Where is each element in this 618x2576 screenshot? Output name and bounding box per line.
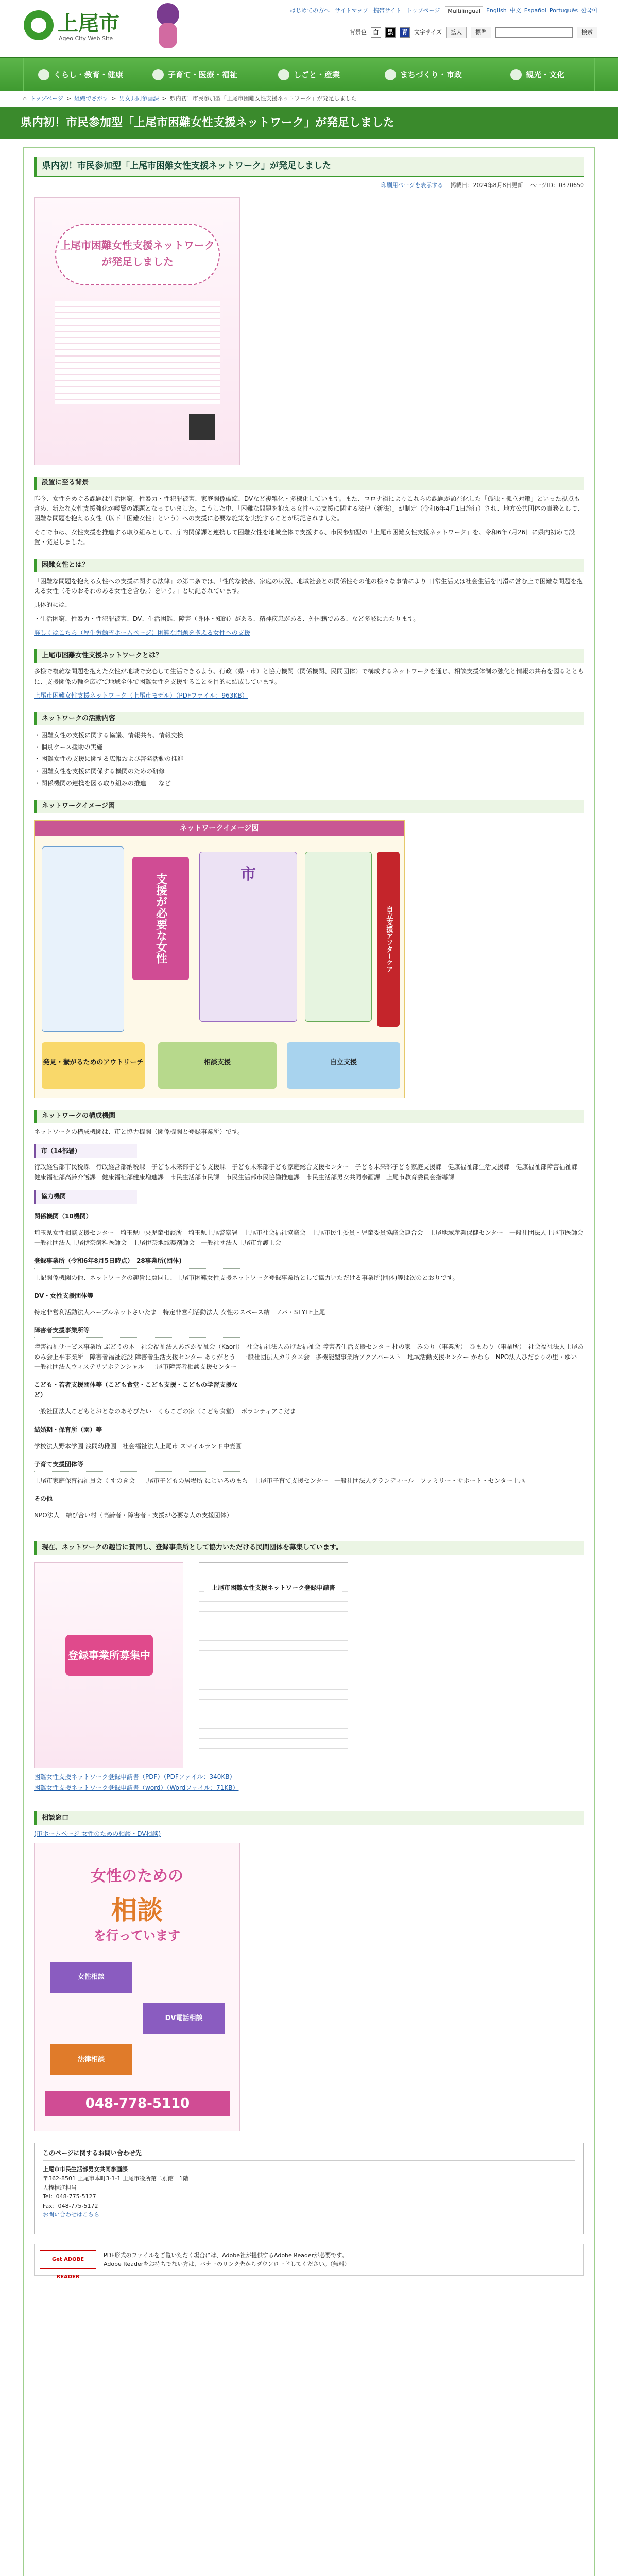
paragraph: 特定非営利活動法人パープルネットさいたま 特定非営利活動法人 女性のスペース結 ノバ・STYLE上尾 — [34, 1309, 325, 1316]
lang-en[interactable]: English — [486, 7, 507, 14]
application-form-image — [199, 1562, 348, 1768]
list-item: ・ 個別ケース援助の実施 — [34, 742, 584, 752]
subheading: 協力機関 — [34, 1190, 137, 1204]
network-poster-image — [34, 197, 240, 465]
nav-item-work[interactable]: しごと・産業 — [252, 58, 366, 91]
paragraph: 行政経営部市民税課 行政経営部納税課 子ども未来部子ども支援課 子ども未来部子ども家庭総合支援センター 子ども未来部子ども家庭支援課 健康福祉部生活支援課 健康福祉部障害福祉課 健康福祉部高齢介護課 健康福祉部健康増進課 市民生活部市民課 市民生活部市民協働推進課 市民生活部男女共同参画課 上尾市教育委員会指導課 — [34, 1163, 584, 1181]
section-heading: ネットワークの構成機関 — [34, 1110, 584, 1123]
flower-icon — [510, 69, 522, 80]
briefcase-icon — [278, 69, 289, 80]
network-diagram — [34, 820, 405, 1098]
adobe-text: Adobe Readerをお持ちでない方は、バナーのリンク先からダウンロードしてください。（無料） — [104, 2261, 350, 2268]
activity-list — [34, 731, 584, 788]
diagram-left-panel — [42, 846, 124, 1032]
link-top[interactable]: トップページ — [406, 7, 440, 14]
diagram-partner-box — [305, 852, 372, 1022]
consult-link[interactable]: (市ホームページ 女性のための相談・DV相談) — [34, 1830, 161, 1838]
updated-date: 掲載日：2024年8月8日更新 — [450, 182, 523, 189]
color-white[interactable]: 白 — [371, 27, 381, 38]
adobe-text: PDF形式のファイルをご覧いただく場合には、Adobe社が提供するAdobe Readerが必要です。 — [104, 2251, 348, 2259]
poster-line-c: を行っています — [94, 1928, 180, 1943]
model-pdf-link[interactable]: 上尾市困難女性支援ネットワーク（上尾市モデル）（PDFファイル：963KB） — [34, 691, 248, 699]
diagram-outreach: 発見・繋がるためのアウトリーチ — [42, 1042, 145, 1089]
contact-fax: Fax：048-775-5172 — [43, 2202, 98, 2209]
search-input[interactable] — [495, 27, 573, 38]
paragraph: ・生活困窮、性暴力・性犯罪被害、DV、生活困難、障害（身体・知的）がある、精神疾患がある、外国籍である、など多岐にわたります。 — [34, 615, 420, 623]
list-item: ・ 困難女性の支援に関する広報および啓発活動の推進 — [34, 754, 584, 764]
diagram-aftercare-box: 自立支援アフターケア — [377, 852, 400, 1027]
list-item: ・ 関係機関の連携を図る取り組みの推進 など — [34, 778, 584, 788]
contact-mail-link[interactable]: お問い合わせはこちら — [43, 2211, 99, 2218]
breadcrumb-item[interactable]: 男女共同参画課 — [119, 95, 159, 103]
recruit-poster-text: 登録事業所募集中 — [65, 1635, 153, 1676]
color-blue[interactable]: 青 — [400, 27, 410, 38]
form-pdf-link[interactable]: 困難女性支援ネットワーク登録申請書（PDF）（PDFファイル：340KB） — [34, 1773, 236, 1781]
logo-name: 上尾市 — [58, 11, 119, 36]
nav-item-city[interactable]: まちづくり・市政 — [366, 58, 480, 91]
paragraph: 昨今、女性をめぐる課題は生活困窮、性暴力・性犯罪被害、家庭関係破綻、DVなど複雑化・多様化しています。また、コロナ禍によりこれらの課題が顕在化した「孤独・孤立対策」といった視点も含め、新たな女性支援強化が喫緊の課題となっていました。こうした中、「困難な問題を抱える女性への支援に関する法律（新法）」が制定（令和6年4月1日施行）され、地方公共団体の責務として、困難な問題を抱える女性（以下「困難女性」という）への支援に必要な施策を実施することが明記されました。 — [34, 495, 583, 522]
paragraph: NPO法人 結び合い村（高齢者・障害者・支援が必要な人の支援団体） — [34, 1512, 233, 1519]
subheading: DV・女性支援団体等 — [34, 1289, 240, 1303]
poster-phone: 048-778-5110 — [45, 2091, 230, 2116]
logo-mark — [24, 10, 54, 40]
paragraph: ネットワークの構成機関は、市と協力機関（関係機関と登録事業所）です。 — [34, 1128, 244, 1136]
poster-item: DV電話相談 — [143, 2003, 225, 2034]
section-heading: ネットワークの活動内容 — [34, 712, 584, 725]
link-beginner[interactable]: はじめての方へ — [290, 7, 330, 14]
diagram-city-box: 市 — [199, 852, 297, 1022]
language-links — [445, 6, 597, 16]
print-link[interactable]: 印刷用ページを表示する — [381, 182, 443, 189]
subheading: その他 — [34, 1492, 240, 1506]
diagram-title: ネットワークイメージ図 — [35, 821, 404, 836]
breadcrumb-current: 県内初！市民参加型「上尾市困難女性支援ネットワーク」が発足しました — [169, 95, 357, 103]
link-mobile[interactable]: 携帯サイト — [373, 7, 402, 14]
subheading: 関係機関（10機関） — [34, 1210, 240, 1224]
link-sitemap[interactable]: サイトマップ — [335, 7, 368, 14]
page-title: 県内初！市民参加型「上尾市困難女性支援ネットワーク」が発足しました — [0, 107, 618, 139]
search-button[interactable]: 検索 — [577, 27, 597, 38]
recruit-poster-image — [34, 1562, 183, 1768]
logo-en: Ageo City Web Site — [59, 35, 113, 42]
form-title: 上尾市困難女性支援ネットワーク登録申請書 — [204, 1583, 342, 1593]
paragraph: 上記関係機関の他、ネットワークの趣旨に賛同し、上尾市困難女性支援ネットワーク登録事業所として協力いただける事業所(団体)等は次のとおりです。 — [34, 1274, 459, 1281]
accessibility-tools — [350, 27, 597, 38]
contact-tel: Tel：048-775-5127 — [43, 2193, 96, 2200]
breadcrumb: ⌂ トップページ > 組織でさがす > 男女共同参画課 > 県内初！市民参加型「上尾市困難女性支援ネットワーク」が発足しました — [23, 91, 595, 107]
contact-heading: このページに関するお問い合わせ先 — [43, 2148, 575, 2161]
article-heading: 県内初！市民参加型「上尾市困難女性支援ネットワーク」が発足しました — [34, 157, 584, 177]
qr-code — [189, 414, 215, 440]
poster-line-a: 女性のための — [91, 1867, 183, 1886]
size-label: 文字サイズ — [414, 29, 442, 36]
lang-ko[interactable]: 한국어 — [581, 7, 597, 14]
diagram-consult: 相談支援 — [158, 1042, 277, 1089]
subheading: 市（14部署） — [34, 1144, 137, 1158]
contact-division: 人権推進担当 — [43, 2184, 77, 2191]
mascot-illustration — [152, 3, 183, 52]
list-item: ・ 困難女性の支援に関する協議、情報共有、情報交換 — [34, 731, 584, 740]
section-heading: 設置に至る背景 — [34, 477, 584, 490]
list-item: ・ 困難女性を支援に関係する機関のための研修 — [34, 767, 584, 776]
paragraph: 障害福祉サービス事業所 ぶどうの木 社会福祉法人あさか福祉会（Kaori） 社会福祉法人あげお福祉会 障害者生活支援センター 杜の家 みのり（事業所） ひまわり（事業所） 社会福祉法人上尾あゆみ会上平事業所 障害者福祉施設 障害者生活支援センター ありがとう 一般社団法人カリタス会 多機能型事業所アクアバースト 地域活動支援センター かわら NPO法人ひだまりの里・ゆい 一般社団法人ウィステリアポテンシャル 上尾市障害者相談支援センター — [34, 1343, 584, 1370]
lang-zh[interactable]: 中文 — [509, 7, 521, 14]
site-header — [0, 0, 618, 57]
contact-box — [34, 2143, 584, 2234]
subheading: 子育て支援団体等 — [34, 1458, 240, 1472]
contact-dept: 上尾市市民生活部男女共同参画課 — [43, 2166, 128, 2173]
paragraph: 多様で複雑な問題を抱えた女性が地域で安心して生活できるよう、行政（県・市）と協力機関（関係機関、民間団体）で構成するネットワークを通じ、相談支援体制の強化と情報の共有を図るとともに、支援関係の輪を広げて地域全体で困難女性を支援することを目的に結成しています。 — [34, 668, 585, 685]
section-heading: 現在、ネットワークの趣旨に賛同し、登録事業所として協力いただける民間団体を募集しています。 — [34, 1541, 584, 1555]
paragraph: 学校法人野本学園 浅間幼稚園 社会福祉法人上尾市 スマイルランド中妻園 — [34, 1442, 242, 1450]
section-heading: ネットワークイメージ図 — [34, 800, 584, 813]
nav-item-childcare[interactable]: 子育て・医療・福祉 — [138, 58, 252, 91]
diagram-independence: 自立支援 — [287, 1042, 400, 1089]
global-nav — [0, 57, 618, 91]
adobe-reader-banner[interactable]: Get ADOBE READER — [40, 2250, 96, 2269]
paragraph: そこで市は、女性支援を推進する取り組みとして、庁内関係課と連携して困難女性を地域全体で支援する、市民参加型の「上尾市困難女性支援ネットワーク」を、令和6年7月26日に県内初めて設置・発足しました。 — [34, 529, 575, 546]
lang-label: Multilingual — [445, 6, 483, 16]
mhlw-link[interactable]: 詳しくはこちら（厚生労働省ホームページ）困難な問題を抱える女性への支援 — [34, 629, 250, 637]
paragraph: 具体的には、 — [34, 601, 72, 608]
paragraph: 一般社団法人こどもとおとなのあそびたい くらこごの家（こども食堂） ボランティアこだま — [34, 1408, 297, 1415]
diagram-woman-box: 支援が必要な女性 — [132, 857, 189, 980]
paragraph: 上尾市家庭保育福祉員会 くすのき会 上尾市子どもの居場所 にじいろのまち 上尾市子育て支援センター 一般社団法人グランディール ファミリー・サポート・センター上尾 — [34, 1477, 525, 1485]
site-logo[interactable] — [24, 7, 158, 48]
article-meta — [34, 181, 584, 190]
section-heading: 上尾市困難女性支援ネットワークとは？ — [34, 649, 584, 663]
color-label: 背景色 — [349, 29, 367, 36]
paragraph: 「困難な問題を抱える女性への支援に関する法律」の第二条では、「性的な被害、家庭の状況、地域社会との関係性その他の様々な事情により 日常生活又は社会生活を円滑に営む上で困難な問題を抱える女性（そのおそれのある女性を含む。）をいう。」と明記されています。 — [34, 577, 583, 595]
size-enlarge[interactable]: 拡大 — [446, 27, 467, 38]
adobe-reader-notice — [34, 2244, 584, 2280]
subheading: こども・若者支援団体等（こども食堂・こども支援・こどもの学習支援など） — [34, 1378, 240, 1402]
subheading: 結婚期・保育所（園）等 — [34, 1423, 240, 1437]
color-black[interactable]: 黒 — [385, 27, 396, 38]
breadcrumb-item[interactable]: 組織でさがす — [74, 95, 109, 103]
nav-item-living[interactable]: くらし・教育・健康 — [23, 58, 138, 91]
contact-address: 〒362-8501 上尾市本町3-1-1 上尾市役所第二別館 1階 — [43, 2175, 188, 2182]
size-standard[interactable]: 標準 — [471, 27, 491, 38]
building-icon — [385, 69, 396, 80]
subheading: 登録事業所（令和6年8月5日時点） 28事業所(団体) — [34, 1254, 240, 1268]
family-icon — [152, 69, 164, 80]
lang-es[interactable]: Español — [524, 7, 546, 14]
poster-body — [55, 301, 220, 404]
page-id: ページID：0370650 — [530, 182, 584, 189]
paragraph: 埼玉県女性相談支援センター 埼玉県中央児童相談所 埼玉県上尾警察署 上尾市社会福祉協議会 上尾市民生委員・児童委員協議会連合会 上尾地域産業保健センター 一般社団法人上尾市医師会 一般社団法人上尾伊奈歯科医師会 上尾伊奈地域薬剤師会 一般社団法人上尾市弁護士会 — [34, 1229, 590, 1247]
home-icon: ⌂ — [23, 95, 27, 103]
nav-item-tourism[interactable]: 観光・文化 — [480, 58, 595, 91]
section-heading: 相談窓口 — [34, 1811, 584, 1825]
form-word-link[interactable]: 困難女性支援ネットワーク登録申請書（word）（Wordファイル：71KB） — [34, 1784, 239, 1791]
breadcrumb-item[interactable]: トップページ — [29, 95, 63, 103]
consult-poster-image — [34, 1843, 240, 2131]
poster-item: 法律相談 — [50, 2044, 132, 2075]
section-heading: 困難女性とは？ — [34, 559, 584, 572]
house-icon — [38, 69, 49, 80]
main-content — [23, 147, 595, 2576]
poster-line-b: 相談 — [111, 1895, 163, 1926]
header-top-links — [290, 6, 597, 16]
lang-pt[interactable]: Português — [549, 7, 578, 14]
poster-text: 上尾市困難女性支援ネットワークが発足しました — [55, 224, 220, 285]
subheading: 障害者支援事業所等 — [34, 1324, 240, 1338]
poster-item: 女性相談 — [50, 1962, 132, 1993]
